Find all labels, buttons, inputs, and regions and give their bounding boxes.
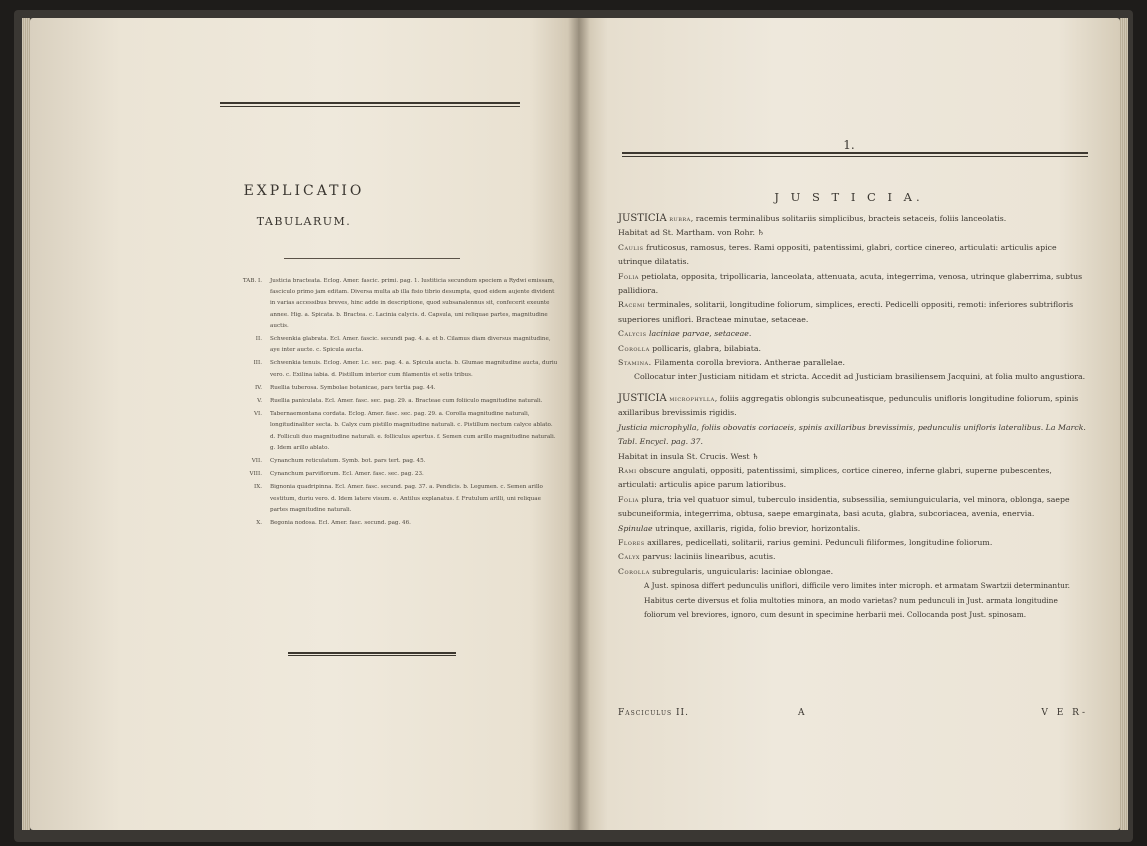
observation: Collocatur inter Justiciam nitidam et stricta. Accedit ad Justiciam brasiliensem Jacquini, at folia multo angustiora. — [634, 372, 1086, 382]
folia-desc: Folia plura, tria vel quatuor simul, tuberculo insidentia, subsessilia, semiunguicularia, vel minora, oblonga, saepe subcuneiformia, integerrima, obtusa, saepe emarginata, basi acuta, glabra, subcoriacea, avenia, enervia. — [618, 494, 1070, 519]
species-descriptions — [618, 212, 1088, 622]
book-gutter — [568, 18, 590, 830]
plate-number: IV. — [254, 384, 262, 391]
catchword: V E R- — [1041, 708, 1088, 718]
folia-desc: Folia petiolata, opposita, tripollicaria, lanceolata, attenuata, acuta, integerrima, venosa, utrinque glaberrima, subtus pallidiora. — [618, 271, 1083, 296]
spinulae-desc: Spinulae utrinque, axillaris, rigida, folio brevior, horizontalis. — [618, 523, 861, 533]
plate-entry — [254, 482, 558, 516]
plate-entry — [255, 334, 558, 356]
plate-text: Schwenkia tenuis. Eclog. Amer. l.c. sec. pag. 4. a. Spicula aucta. b. Glumae magnitudine aucta, duriu vero. c. Exilina iabia. d. Pistillum interior cum filamentis et setis tribus. — [270, 360, 558, 378]
plate-number: VIII. — [249, 471, 262, 478]
species-note: A Just. spinosa differt pedunculis uniflori, difficile vero limites inter microph. et armatam Swartzii determinantur. Habitus certe diversus et folia multoties minora, an modo varietas? num pedunculi in Just. armata longitudine foliorum vel breviores, ignoro, cum desunt in specimine herbarii mei. Collocanda post Just. spinosam. — [644, 581, 1070, 619]
plate-text: Tabernaemontana cordata. Eclog. Amer. fasc. sec. pag. 29. a. Corolla magnitudine naturali, longitudinaliter secta. b. Calyx cum pistillo magnitudine naturali. c. Pistillum nectum calyce ablato. d. Folliculi duo magnitudine naturali. e. folliculus apertus. f. Semen cum arillo magnitudine naturali. g. Idem arillo ablato. — [270, 411, 556, 451]
left-page — [30, 18, 578, 830]
plate-text: Schwenkia glabrata. Ecl. Amer. fascic. secundi pag. 4. a. et b. Cilamus diam diversus magnitudine, aye inter aucte. c. Spicula aucta. — [270, 336, 551, 354]
plate-text: Cynanchum parviflorum. Ecl. Amer. fasc. sec. pag. 23. — [270, 471, 424, 478]
heading-rule — [284, 258, 460, 259]
corolla-desc: Corolla subregularis, unguicularis: laciniae oblongae. — [618, 566, 834, 576]
stamina-desc: Stamina. Filamenta corolla breviora. Antherae parallelae. — [618, 358, 845, 368]
plate-number: II. — [255, 336, 262, 343]
tabularum-subheading: TABULARUM. — [256, 215, 352, 228]
bottom-ornament-rule — [288, 652, 456, 656]
calyx-desc: Calycis laciniae parvae, setaceae. — [618, 329, 752, 339]
plate-entry — [254, 383, 558, 394]
page-edges-right — [1120, 18, 1128, 830]
rami-desc: Rami obscure angulati, oppositi, patentissimi, simplices, cortice cinereo, inferne glabri, superne pubescentes, articulati: articulis apice parum latioribus. — [618, 465, 1052, 490]
habitat: Habitat in insula St. Crucis. West ♄ — [618, 451, 760, 461]
corolla-desc: Corolla pollicaris, glabra, bilabiata. — [618, 343, 762, 353]
plate-number: IX. — [254, 484, 262, 491]
fasciculus-label: Fasciculus II. — [618, 708, 689, 718]
plate-text: Bignonia quadripinna. Ecl. Amer. fasc. secund. pag. 37. a. Pendicis. b. Legumen. c. Semen arillo vestitum, duriu vero. d. Idem latere visum. e. Antilus explanatus. f. Frutulum arilli, uni reliquae partes magnitudine naturali. — [270, 484, 543, 513]
top-double-rule — [220, 102, 520, 107]
explicatio-heading: EXPLICATIO — [243, 183, 365, 199]
page-number: 1. — [843, 138, 855, 152]
plate-number: VII. — [251, 458, 262, 465]
plate-explanations — [242, 276, 558, 531]
plate-text: Ruellia paniculata. Ecl. Amer. fasc. sec. pag. 29. a. Bracteae cum foliiculo magnitudine naturali. — [270, 398, 543, 405]
plate-entry — [258, 518, 558, 529]
racemi-desc: Racemi terminales, solitarii, longitudine foliorum, simplices, erecti. Pedicelli oppositi, remoti: inferiores subtrifloris superiores uniflori. Bracteae minutae, setaceae. — [618, 300, 1074, 324]
caulis-desc: Caulis fruticosus, ramosus, teres. Rami oppositi, patentissimi, glabri, cortice cinereo, articulati: articulis apice utrinque dilatatis. — [618, 242, 1057, 267]
plate-entry — [251, 456, 558, 467]
plate-entry — [249, 469, 558, 480]
page-footer — [618, 708, 1088, 726]
plate-number: TAB. I. — [242, 278, 262, 284]
plate-number: III. — [253, 360, 262, 367]
plate-text: Cynanchum reticulatum. Symb. bot. pars tert. pag. 45. — [270, 458, 426, 465]
top-double-rule — [622, 152, 1088, 157]
plate-entry — [253, 409, 558, 454]
plate-number: X. — [256, 520, 262, 527]
signature-mark: A — [798, 708, 805, 718]
plate-text: Justicia bracteata. Eclog. Amer. fascic. primi. pag. 1. Iustiticia secundum speciem a Rydwi emissam, fasciculo primo jam editam. Diversa multa ab illa fisio tibrio desumpta, quod eidem aujente divident in varias accessibus breves, hinc adde in descriptione, quod subsanalennus sit, confecerit exeunte annee. Hig. a. Spicata. b. Bractea. c. Lacinia calycis. d. Capsula, uni reliquae partes, magnitudine auctis. — [270, 278, 555, 329]
plate-number: V. — [257, 398, 262, 405]
genus-title: J U S T I C I A. — [774, 190, 924, 204]
flores-desc: Flores axillares, pedicellati, solitarii, rarius gemini. Pedunculi filiformes, longitudine foliorum. — [618, 537, 993, 547]
plate-entry — [258, 396, 558, 407]
plate-entry — [253, 358, 558, 380]
plate-text: Begonia nodosa. Ecl. Amer. fasc. secund. pag. 46. — [270, 520, 411, 527]
plate-entry — [242, 276, 558, 332]
species-diagnosis: JUSTICIA rubra, racemis terminalibus solitariis simplicibus, bracteis setaceis, foliis lanceolatis. — [618, 213, 1007, 224]
synonym: Justicia microphylla, foliis obovatis coriaceis, spinis axillaribus brevissimis, pedunculis unifloris lateralibus. La Marck. Tabl. Encycl. pag. 37. — [618, 422, 1086, 447]
right-page — [578, 18, 1120, 830]
species-diagnosis: JUSTICIA microphylla, foliis aggregatis oblongis subcuneatisque, pedunculis unifloris longitudine foliorum, spinis axillaribus brevissimis rigidis. — [618, 392, 1079, 418]
calyx-desc: Calyx parvus: laciniis linearibus, acutis. — [618, 552, 776, 562]
plate-text: Ruellia tuberosa. Symbolae botanicae, pars tertia pag. 44. — [270, 384, 436, 391]
plate-number: VI. — [253, 411, 262, 418]
page-edges-left — [22, 18, 30, 830]
habitat: Habitat ad St. Martham. von Rohr. ♄ — [618, 228, 765, 238]
